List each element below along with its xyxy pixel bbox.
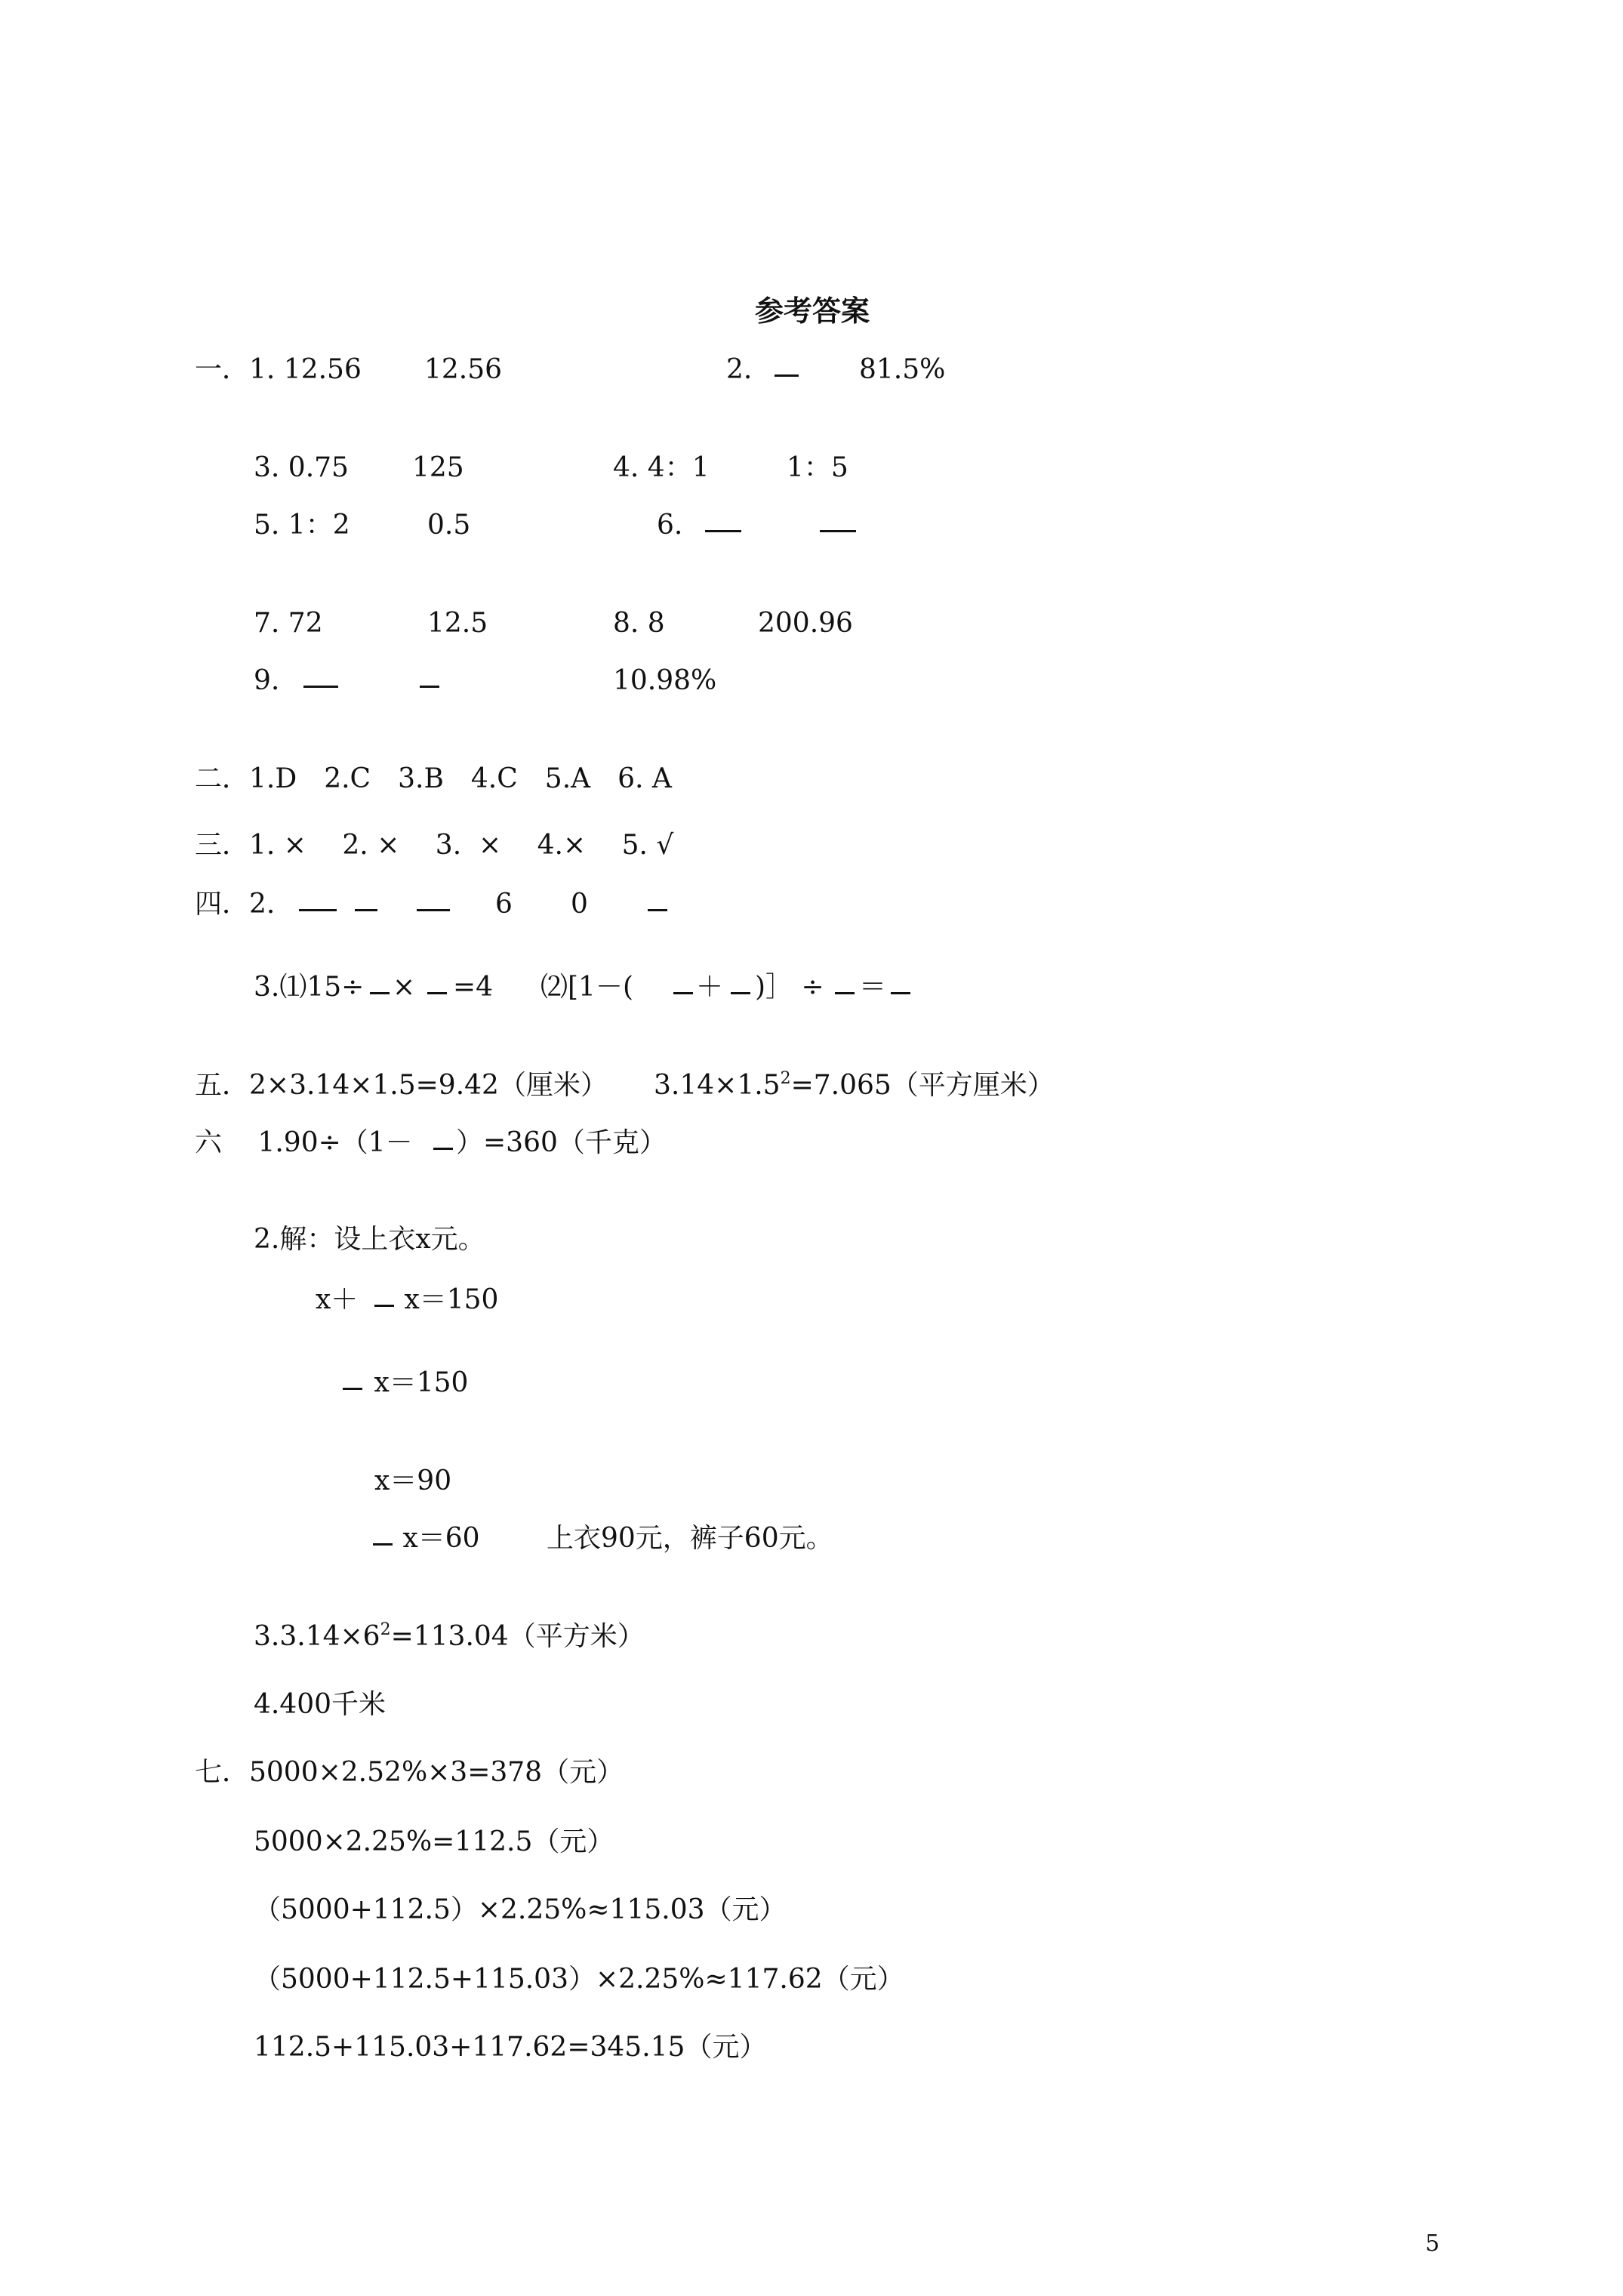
s4-q2: 四．2.: [195, 889, 276, 920]
s6-eq3: x＝90: [374, 1465, 452, 1496]
fraction-blank: [370, 992, 390, 994]
s6-q3-exponent: 2: [380, 1620, 391, 1639]
s6-q2: 2.解：设上衣x元。: [254, 1224, 485, 1255]
s1-q9: 9.: [254, 665, 280, 696]
s1-q10: 10.98%: [613, 665, 717, 696]
page-number: 5: [1425, 2230, 1440, 2257]
fraction-blank: [303, 686, 338, 688]
s6-answer: 上衣90元，裤子60元。: [547, 1523, 833, 1554]
s1-q4: 4. 4：1: [613, 452, 710, 483]
s6-q1-end: ）=360（千克）: [456, 1127, 667, 1158]
s4-q3b-equals: ＝: [859, 972, 887, 1003]
s1-q1-b: 12.56: [424, 354, 503, 385]
fraction-blank: [299, 909, 337, 911]
s3-answers: 三．1. × 2. × 3. × 4.× 5. √: [195, 830, 674, 861]
s4-q3a-start: 3.⑴15÷: [254, 972, 365, 1003]
s1-q8: 8. 8: [613, 608, 665, 639]
fraction-blank: [673, 992, 693, 994]
s6-q3-base: 3.3.14×6: [254, 1621, 380, 1652]
s1-q3: 3. 0.75: [254, 452, 349, 483]
s5-area-result: =7.065（平方厘米）: [790, 1070, 1055, 1101]
s6-eq4: x＝60: [394, 1523, 480, 1554]
s2-answers: 二．1.D 2.C 3.B 4.C 5.A 6. A: [195, 763, 672, 794]
fraction-blank: [373, 1543, 393, 1546]
s1-q5-b: 0.5: [427, 510, 471, 541]
s6-eq1-start: x＋: [316, 1284, 359, 1315]
s4-value-6: 6: [495, 889, 513, 920]
s1-q1: 一．1. 12.56: [195, 354, 362, 385]
s5-area-exponent: 2: [780, 1069, 791, 1088]
s6-q3: [254, 1620, 645, 1653]
fraction-blank: [343, 1388, 362, 1390]
s7-line1: 七．5000×2.52%×3=378（元）: [195, 1757, 624, 1788]
s6-eq2: x＝150: [365, 1367, 469, 1398]
s4-q3b-plus: ＋: [696, 972, 724, 1003]
s6-eq1-end: x＝150: [396, 1284, 499, 1315]
s6-q3-result: =113.04（平方米）: [390, 1621, 645, 1652]
s1-q5: 5. 1：2: [254, 510, 350, 541]
s1-q8-b: 200.96: [758, 608, 853, 639]
fraction-blank: [705, 530, 741, 532]
s7-line4: （5000+112.5+115.03）×2.25%≈117.62（元）: [254, 1964, 904, 1995]
s1-q7-b: 12.5: [427, 608, 488, 639]
s4-value-0: 0: [571, 889, 588, 920]
s7-line5: 112.5+115.03+117.62=345.15（元）: [254, 2032, 767, 2063]
s7-line2: 5000×2.25%=112.5（元）: [254, 1826, 614, 1857]
page-title: 参考答案: [755, 294, 870, 328]
s1-q6: 6.: [657, 510, 683, 541]
s4-q3a-times: ×: [393, 972, 416, 1003]
fraction-blank: [433, 1148, 453, 1150]
s1-q2-b: 81.5%: [859, 354, 946, 385]
fraction-blank: [891, 992, 910, 994]
fraction-blank: [374, 1305, 394, 1307]
s5-circumference: 五．2×3.14×1.5=9.42（厘米）: [195, 1070, 608, 1101]
s6-q4: 4.400千米: [254, 1689, 387, 1720]
fraction-blank: [420, 686, 439, 688]
fraction-blank: [775, 374, 799, 377]
s1-q7: 7. 72: [254, 608, 323, 639]
fraction-blank: [417, 909, 450, 911]
s5-area-base: 3.14×1.5: [654, 1070, 781, 1101]
fraction-blank: [648, 909, 667, 911]
s1-q2: 2.: [726, 354, 753, 385]
fraction-blank: [820, 530, 856, 532]
s5-area: [654, 1069, 1055, 1102]
s1-q4-b: 1：5: [787, 452, 848, 483]
fraction-blank: [731, 992, 750, 994]
s7-line3: （5000+112.5）×2.25%≈115.03（元）: [254, 1894, 787, 1925]
fraction-blank: [427, 992, 447, 994]
s1-q3-b: 125: [412, 452, 464, 483]
s4-q3b-start: ⑵[1－(: [540, 972, 633, 1003]
fraction-blank: [355, 909, 377, 911]
s4-q3b-close: )］ ÷: [755, 972, 824, 1003]
fraction-blank: [835, 992, 855, 994]
s4-q3a-result: =4: [453, 972, 494, 1003]
s6-q1-start: 六 1.90÷（1－: [195, 1127, 413, 1158]
